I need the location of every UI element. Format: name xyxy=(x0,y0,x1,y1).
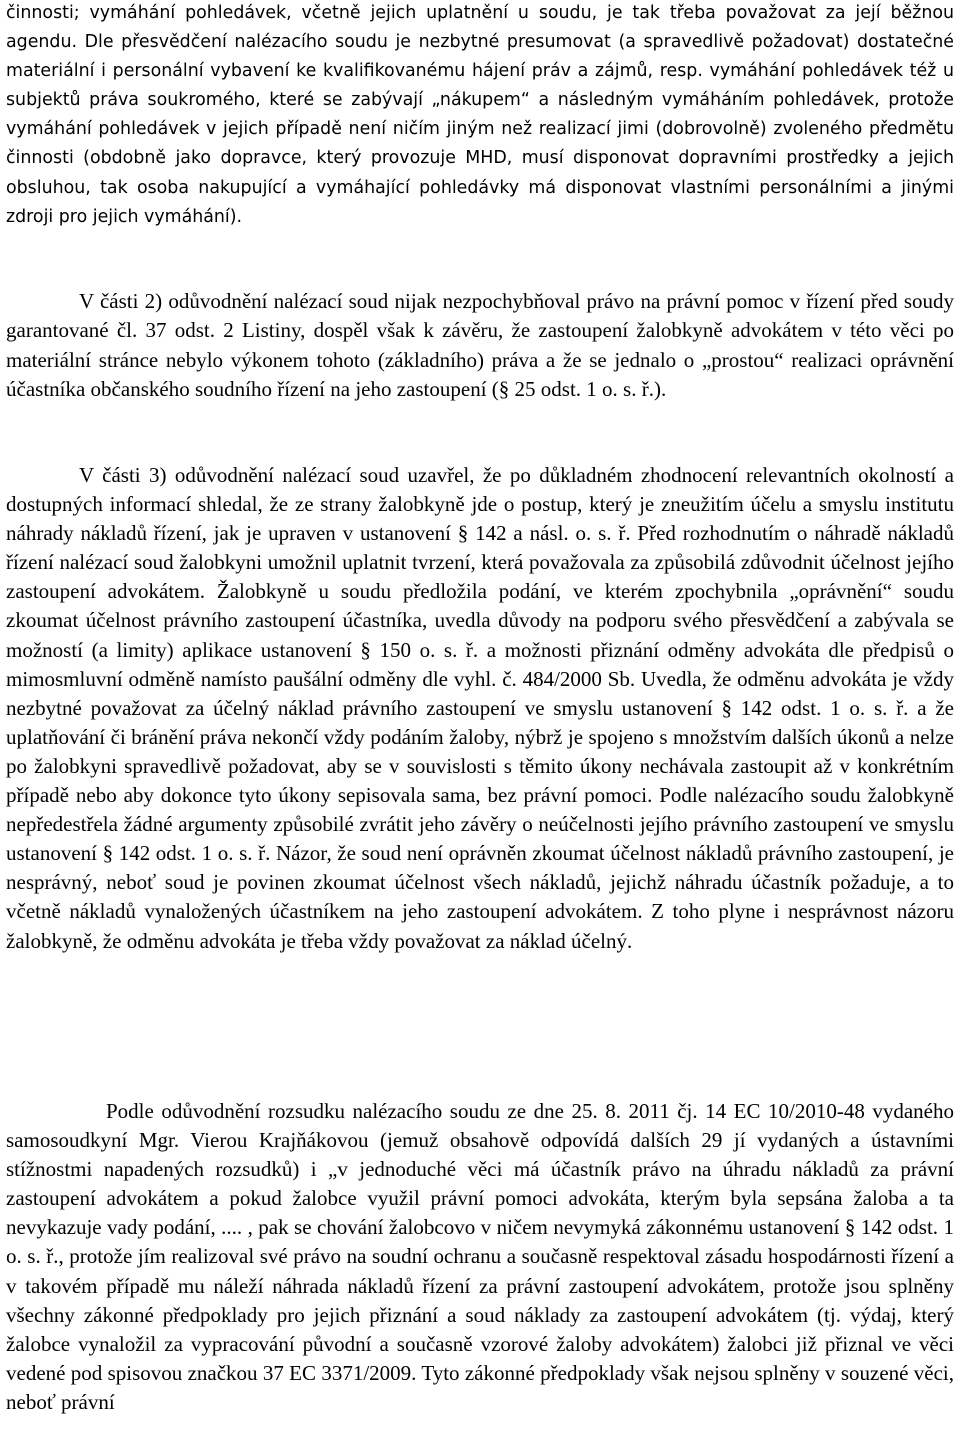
paragraph-part-3: V části 3) odůvodnění nalézací soud uzavřel, že po důkladném zhodnocení relevantních okolností a dostupných informací shledal, že ze strany žalobkyně jde o postup, který je zneužitím účelu a smyslu institutu náhrady nákladů řízení, jak je upraven v ustanovení § 142 a násl. o. s. ř. Před rozhodnutím o náhradě nákladů řízení nalézací soud žalobkyni umožnil uplatnit tvrzení, která považovala za způsobilá zdůvodnit účelnost jejího zastoupení advokátem. Žalobkyně u soudu předložila podání, ve kterém zpochybnila „oprávnění“ soudu zkoumat účelnost právního zastoupení účastníka, uvedla důvody na podporu svého přesvědčení a zabývala se možností (a limity) aplikace ustanovení § 150 o. s. ř. a možnosti přiznání odměny advokáta dle předpisů o mimosmluvní odměně namísto paušální odměny dle vyhl. č. 484/2000 Sb. Uvedla, že odměnu advokáta je vždy nezbytné považovat za účelný náklad právního zastoupení ve smyslu ustanovení § 142 odst. 1 o. s. ř. a že uplatňování či bránění práva nekončí vždy podáním žaloby, nýbrž je spojeno s množstvím dalších úkonů a nelze po žalobkyni spravedlivě požadovat, aby se v souvislosti s těmito úkony nechávala zastoupit až v konkrétním případě nebo aby dokonce tyto úkony sepisovala sama, bez právní pomoci. Podle nalézacího soudu žalobkyně nepředestřela žádné argumenty způsobilé zvrátit jeho závěry o neúčelnosti jejího právního zastoupení ve smyslu ustanovení § 142 odst. 1 o. s. ř. Názor, že soud není oprávněn zkoumat účelnost nákladů právního zastoupení, je nesprávný, neboť soud je povinen zkoumat účelnost všech nákladů, jejichž náhradu účastník požaduje, a to včetně nákladů vynaložených účastníkem na jeho zastoupení advokátem. Z toho plyne i nesprávnost názoru žalobkyně, že odměnu advokáta je třeba vždy považovat za náklad účelný. xyxy=(6,463,954,953)
paragraph-judgment-reasoning: Podle odůvodnění rozsudku nalézacího soudu ze dne 25. 8. 2011 čj. 14 EC 10/2010-48 vydaného samosoudkyní Mgr. Vierou Krajňákovou (jemuž obsahově odpovídá dalších 29 jí vydaných a ústavními stížnostmi napadených rozsudků) i „v jednoduché věci má účastník právo na úhradu nákladů za právní zastoupení advokátem a pokud žalobce využil právní pomoci advokáta, kterým byla sepsána žaloba a ta nevykazuje vady podání, .... , pak se chování žalobcovo v ničem nevymyká zákonnému ustanovení § 142 odst. 1 o. s. ř., protože jím realizoval své právo na soudní ochranu a současně respektoval zásadu hospodárnosti řízení a v takovém případě mu náleží náhrada nákladů řízení za právní zastoupení advokátem, protože jsou splněny všechny zákonné předpoklady pro jejich přiznání a soud náklady za zastoupení advokátem (tj. výdaj, který žalobce vynaložil za vypracování původní a současně vzorové žaloby advokátem) žalobci již přiznal ve věci vedené pod spisovou značkou 37 EC 3371/2009. Tyto zákonné předpoklady však nejsou splněny v souzené věci, neboť právní xyxy=(6,1099,954,1414)
paragraph-part-2: V části 2) odůvodnění nalézací soud nijak nezpochybňoval právo na právní pomoc v řízení před soudy garantované čl. 37 odst. 2 Listiny, dospěl však k závěru, že zastoupení žalobkyně advokátem v této věci po materiální stránce nebylo výkonem tohoto (základního) práva a že se jednalo o „prostou“ realizaci oprávnění účastníka občanského soudního řízení na jeho zastoupení (§ 25 odst. 1 o. s. ř.). xyxy=(6,289,954,401)
paragraph-debt-collection: činnosti; vymáhání pohledávek, včetně jejich uplatnění u soudu, je tak třeba považovat za její běžnou agendu. Dle přesvědčení nalézacího soudu je nezbytné presumovat (a spravedlivě požadovat) dostatečné materiální i personální vybavení ke kvalifikovanému hájení práv a zájmů, resp. vymáhání pohledávek též u subjektů práva soukromého, které se zabývají „nákupem“ a následným vymáháním pohledávek, protože vymáhání pohledávek v jejich případě není ničím jiným než realizací jimi (dobrovolně) zvoleného předmětu činnosti (obdobně jako dopravce, který provozuje MHD, musí disponovat dopravními prostředky a jejich obsluhou, tak osoba nakupující a vymáhající pohledávky má disponovat vlastními personálními a jinými zdroji pro jejich vymáhání). xyxy=(6,3,954,227)
